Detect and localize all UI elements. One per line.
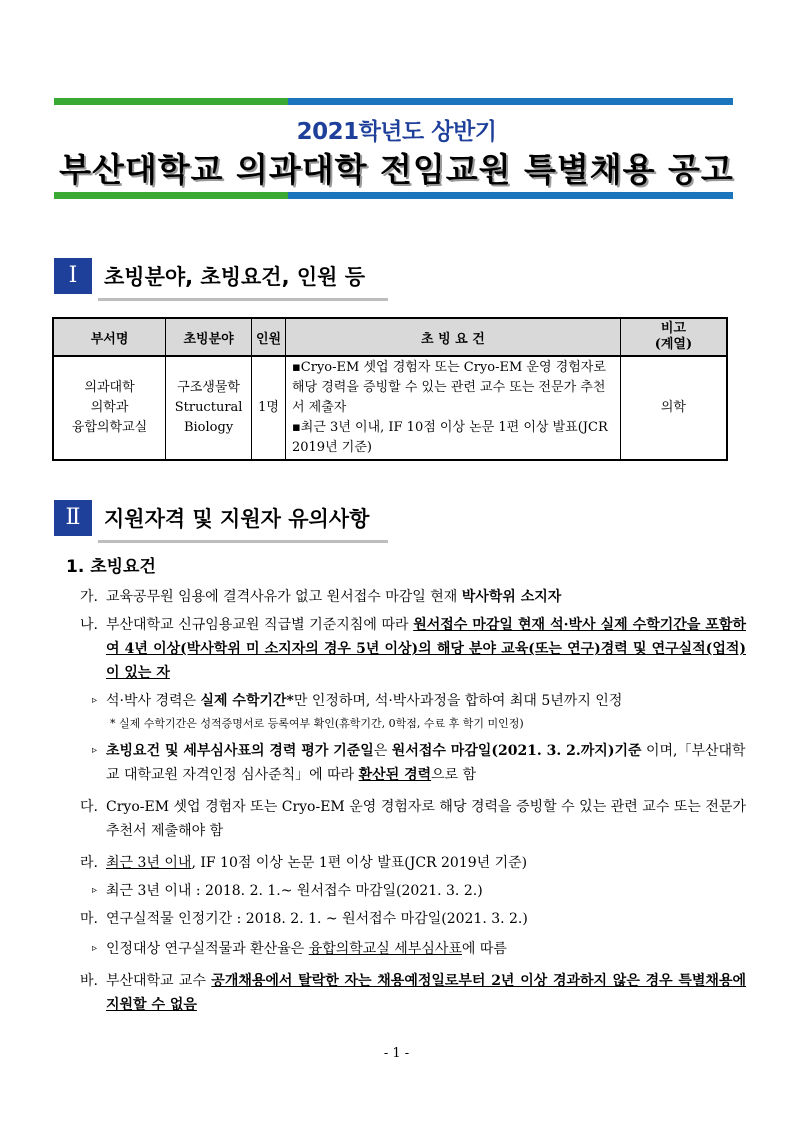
- sub-text: 인정대상 연구실적물과 환산율은: [106, 941, 309, 957]
- th-dept: 부서명: [53, 318, 166, 356]
- cell-requirements: [285, 356, 620, 460]
- field-line: Biology: [183, 420, 234, 435]
- th-note: [620, 318, 727, 356]
- sub-text: 에 따름: [461, 941, 507, 957]
- triangle-bullet-icon: ▹: [92, 745, 98, 756]
- field-line: Structural: [174, 400, 243, 415]
- item-text: Cryo-EM 셋업 경험자 또는 Cryo-EM 운영 경험자로 해당 경력을 증빙할 수 있는 관련 교수 또는 전문가 추천서 제출해야 함: [106, 799, 746, 839]
- triangle-bullet-icon: ▹: [92, 943, 98, 954]
- requirements-table: [52, 317, 728, 461]
- section-underline-1: [98, 298, 388, 301]
- list-item-na: [66, 613, 746, 685]
- section-2-content: [66, 552, 746, 1017]
- page-title: 부산대학교 의과대학 전임교원 특별채용 공고: [59, 150, 734, 189]
- item-emphasis: 박사학위 소지자: [461, 589, 562, 605]
- sub-text: 최근 3년 이내 : 2018. 2. 1.~ 원서접수 마감일(2021. 3. 2.): [106, 883, 483, 899]
- sub-item-period: [66, 879, 746, 903]
- item-marker: 다.: [80, 799, 98, 815]
- subsection-title: 1. 초빙요건: [66, 557, 156, 577]
- item-text: 연구실적물 인정기간 : 2018. 2. 1. ~ 원서접수 마감일(2021. 3. 2.): [106, 911, 528, 927]
- item-emphasis: 공개채용에서 탈락한 자는 채용예정일로부터 2년 이상 경과하지 않은 경우 특별채용에 지원할 수 없음: [106, 973, 746, 1013]
- sub-text: 으로 함: [431, 767, 477, 783]
- section-label-2: 지원자격 및 지원자 유의사항: [104, 507, 370, 531]
- top-color-bar: [54, 98, 733, 105]
- section-underline-2: [98, 540, 388, 543]
- cell-note: 의학: [620, 356, 727, 460]
- section-number-2: Ⅱ: [54, 500, 92, 536]
- requirement-1: ▪Cryo-EM 셋업 경험자 또는 Cryo-EM 운영 경험자로 해당 경력을 증빙할 수 있는 관련 교수 또는 전문가 추천서 제출자: [291, 360, 606, 415]
- dept-line: 의과대학: [84, 380, 135, 395]
- th-requirements: 초 빙 요 건: [285, 318, 620, 356]
- section-label-1: 초빙분야, 초빙요건, 인원 등: [104, 265, 366, 289]
- sub-item-conversion: [66, 937, 746, 961]
- section-number-1: Ⅰ: [54, 258, 92, 294]
- sub-emphasis: 환산된 경력: [358, 767, 432, 783]
- title-year: 2021학년도 상반기: [296, 119, 497, 145]
- footnote: * 실제 수학기간은 성적증명서로 등록여부 확인(휴학기간, 0학점, 수료 후 학기 미인정): [110, 717, 524, 730]
- item-text: 교육공무원 임용에 결격사유가 없고 원서접수 마감일 현재: [106, 589, 462, 605]
- th-field: 초빙분야: [166, 318, 252, 356]
- sub-text: 석·박사 경력은: [106, 693, 201, 709]
- table-row: [53, 356, 727, 460]
- sub-item-career: [66, 689, 746, 713]
- sub-emphasis: 원서접수 마감일(2021. 3. 2.까지)기준: [391, 743, 642, 759]
- th-note-label: 비고 (계열): [654, 321, 693, 352]
- requirement-2: ▪최근 3년 이내, IF 10점 이상 논문 1편 이상 발표(JCR 2019년 기준): [291, 420, 608, 455]
- sub-text: 은: [373, 743, 392, 759]
- dept-line: 융합의학교실: [71, 420, 148, 435]
- list-item-ba: [66, 969, 746, 1017]
- list-item-ma: [66, 907, 746, 931]
- sub-emphasis: 실제 수학기간*: [200, 693, 294, 709]
- cell-count: 1명: [252, 356, 286, 460]
- triangle-bullet-icon: ▹: [92, 695, 98, 706]
- item-marker: 라.: [80, 855, 98, 871]
- list-item-ga: [66, 585, 746, 609]
- list-item-da: [66, 795, 746, 843]
- page-number: - 1 -: [383, 1046, 410, 1061]
- item-marker: 가.: [80, 589, 98, 605]
- cell-field: [166, 356, 252, 460]
- th-count: 인원: [252, 318, 286, 356]
- item-text: 부산대학교 신규임용교원 직급별 기준지침에 따라: [106, 617, 414, 633]
- item-emphasis: 원서접수 마감일 현재 석·박사 실제 수학기간을 포함하여 4년 이상(박사학위 미 소지자의 경우 5년 이상)의 해당 분야 교육(또는 연구)경력 및 연구실적(업적)이 있는 자: [106, 617, 746, 681]
- item-text: , IF 10점 이상 논문 1편 이상 발표(JCR 2019년 기준): [191, 855, 528, 871]
- item-marker: 나.: [80, 617, 98, 633]
- list-item-ra: [66, 851, 746, 875]
- item-marker: 바.: [80, 973, 98, 989]
- dept-line: 의학과: [90, 400, 129, 415]
- sub-text: 이며,「부산대학교 대학교원 자격인정 심사준칙」에 따라: [106, 743, 746, 783]
- item-underline: 최근 3년 이내: [106, 855, 192, 871]
- field-line: 구조생물학: [177, 380, 240, 395]
- sub-underline: 융합의학교실 세부심사표: [308, 941, 462, 957]
- item-text: 부산대학교 교수: [106, 973, 212, 989]
- sub-text: 만 인정하며, 석·박사과정을 합하여 최대 5년까지 인정: [293, 693, 623, 709]
- bottom-color-bar: [54, 192, 733, 199]
- sub-item-baseline: [66, 739, 746, 787]
- cell-dept: [53, 356, 166, 460]
- item-marker: 마.: [80, 911, 98, 927]
- sub-emphasis: 초빙요건 및 세부심사표의 경력 평가 기준일: [106, 743, 374, 759]
- triangle-bullet-icon: ▹: [92, 885, 98, 896]
